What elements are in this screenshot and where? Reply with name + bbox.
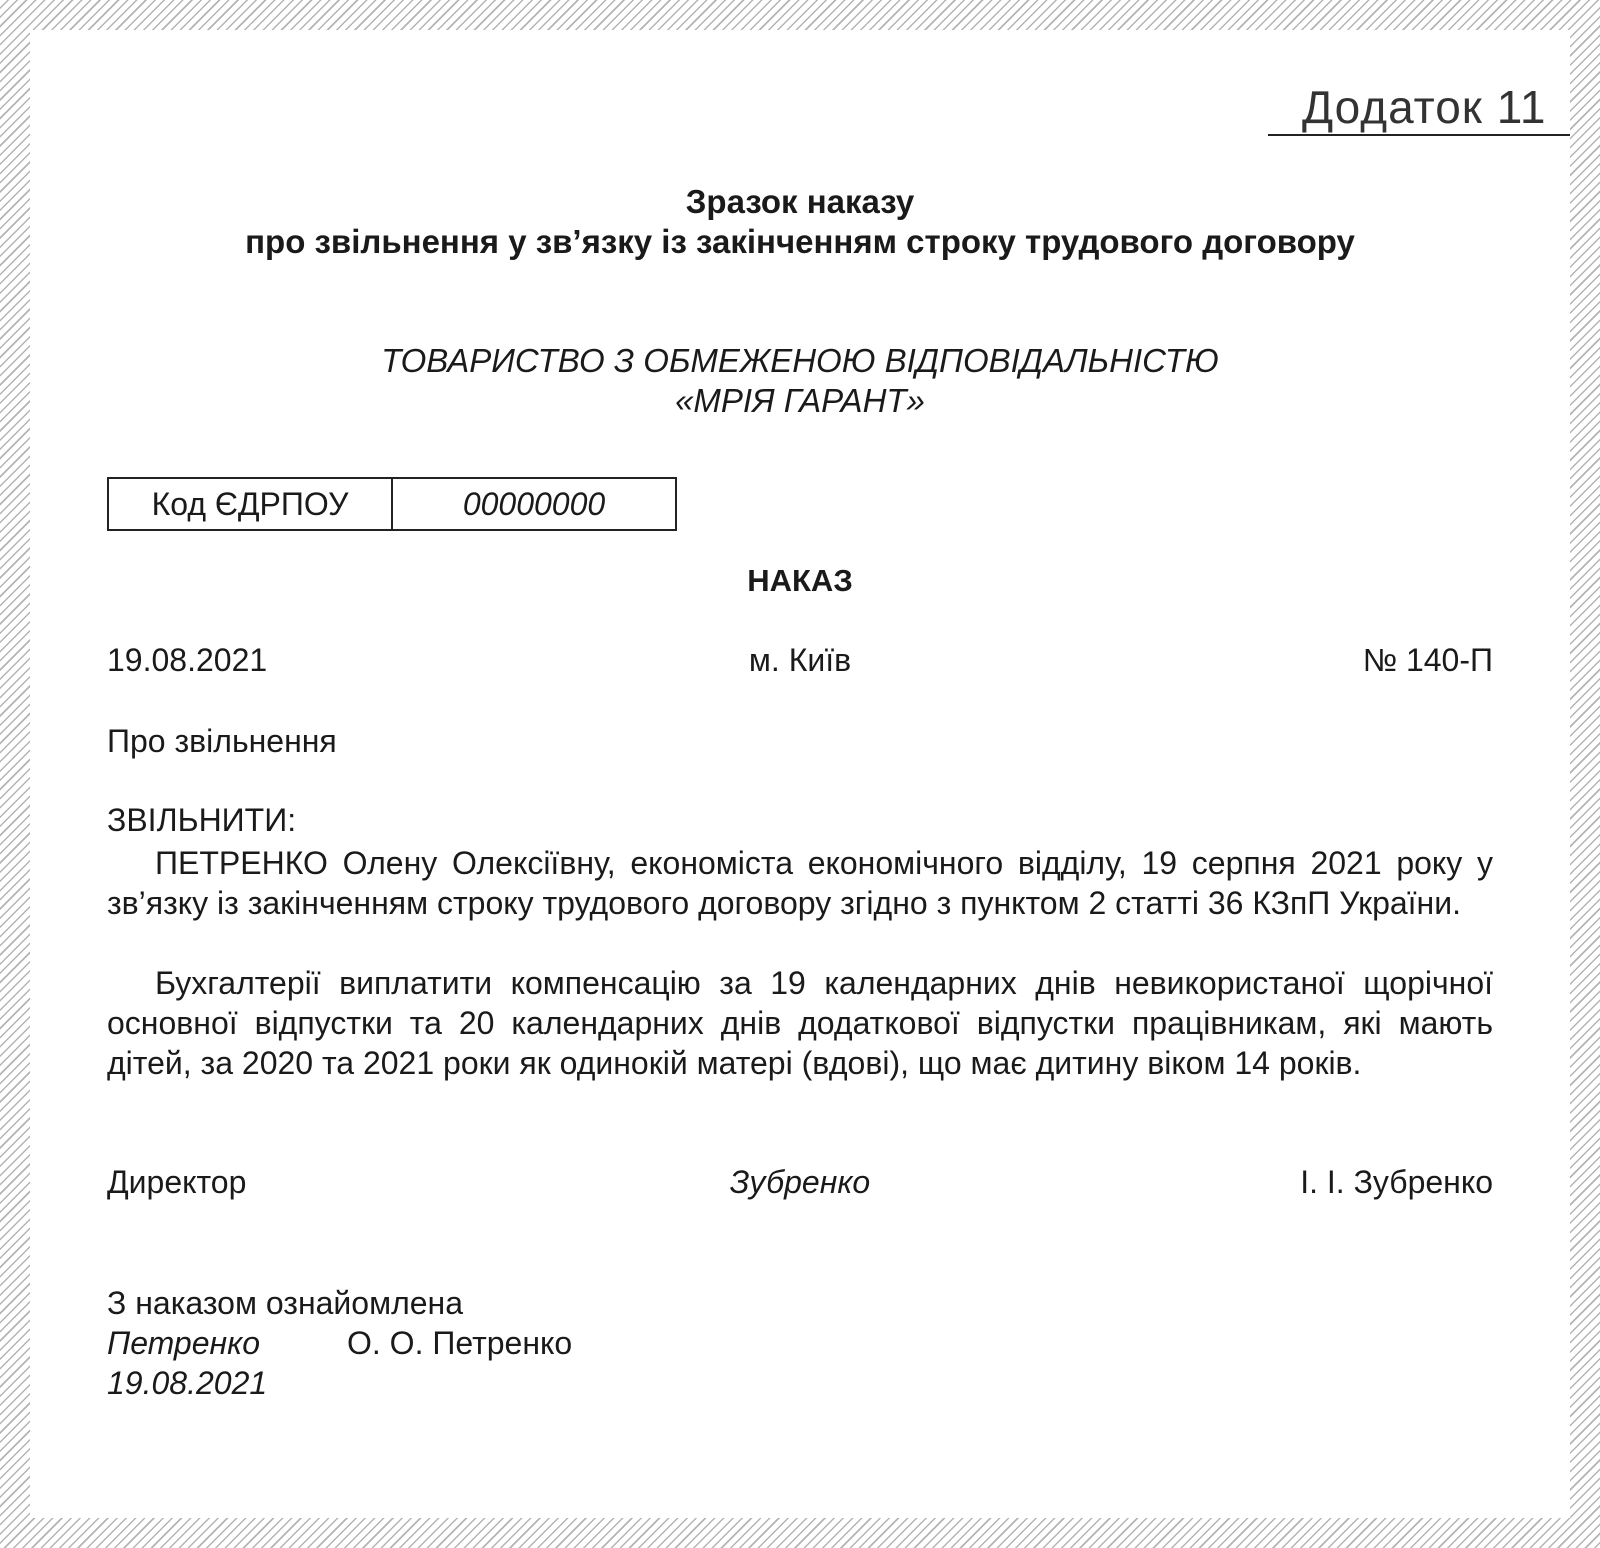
signatory-name: І. І. Зубренко	[1300, 1164, 1493, 1200]
order-date: 19.08.2021	[107, 642, 268, 678]
order-subject: Про звільнення	[107, 723, 337, 759]
edrpou-label: Код ЄДРПОУ	[108, 478, 392, 530]
document-title-line2: про звільнення у зв’язку із закінченням строку трудового договору	[245, 223, 1355, 260]
acknowledgement-text: З наказом ознайомлена	[107, 1285, 464, 1321]
order-city: м. Київ	[748, 642, 852, 678]
appendix-underline	[1268, 134, 1570, 136]
order-heading: НАКАЗ	[747, 563, 853, 598]
appendix-label: Додаток 11	[1302, 81, 1547, 133]
document-title-line1: Зразок наказу	[685, 183, 915, 220]
signatory-position: Директор	[107, 1164, 247, 1200]
company-name-line1: ТОВАРИСТВО З ОБМЕЖЕНОЮ ВІДПОВІДАЛЬНІСТЮ	[381, 342, 1219, 379]
company-name-line2: «МРІЯ ГАРАНТ»	[675, 382, 925, 419]
document-sheet	[30, 30, 1570, 1518]
edrpou-table	[107, 477, 677, 531]
order-paragraph-compensation: Бухгалтерії виплатити компенсацію за 19 календарних днів невикористаної щорічної основної відпустки та 20 календарних днів додаткової відпустки працівникам, які мають дітей, за 2020 та 2021 роки як одинокій матері (вдові), що має дитину віком 14 років.	[107, 965, 1493, 1081]
acknowledgement-name: О. О. Петренко	[347, 1325, 573, 1361]
order-number: № 140-П	[1362, 642, 1493, 678]
edrpou-value: 00000000	[392, 478, 676, 530]
order-directive: ЗВІЛЬНИТИ:	[107, 802, 297, 838]
order-paragraph-dismissal: ПЕТРЕНКО Олену Олексіївну, економіста економічного відділу, 19 серпня 2021 року у зв’язку із закінченням строку трудового договору згідно з пунктом 2 статті 36 КЗпП України.	[107, 845, 1493, 921]
acknowledgement-date: 19.08.2021	[107, 1365, 268, 1401]
acknowledgement-signature: Петренко	[107, 1325, 261, 1361]
signatory-signature: Зубренко	[729, 1164, 871, 1200]
